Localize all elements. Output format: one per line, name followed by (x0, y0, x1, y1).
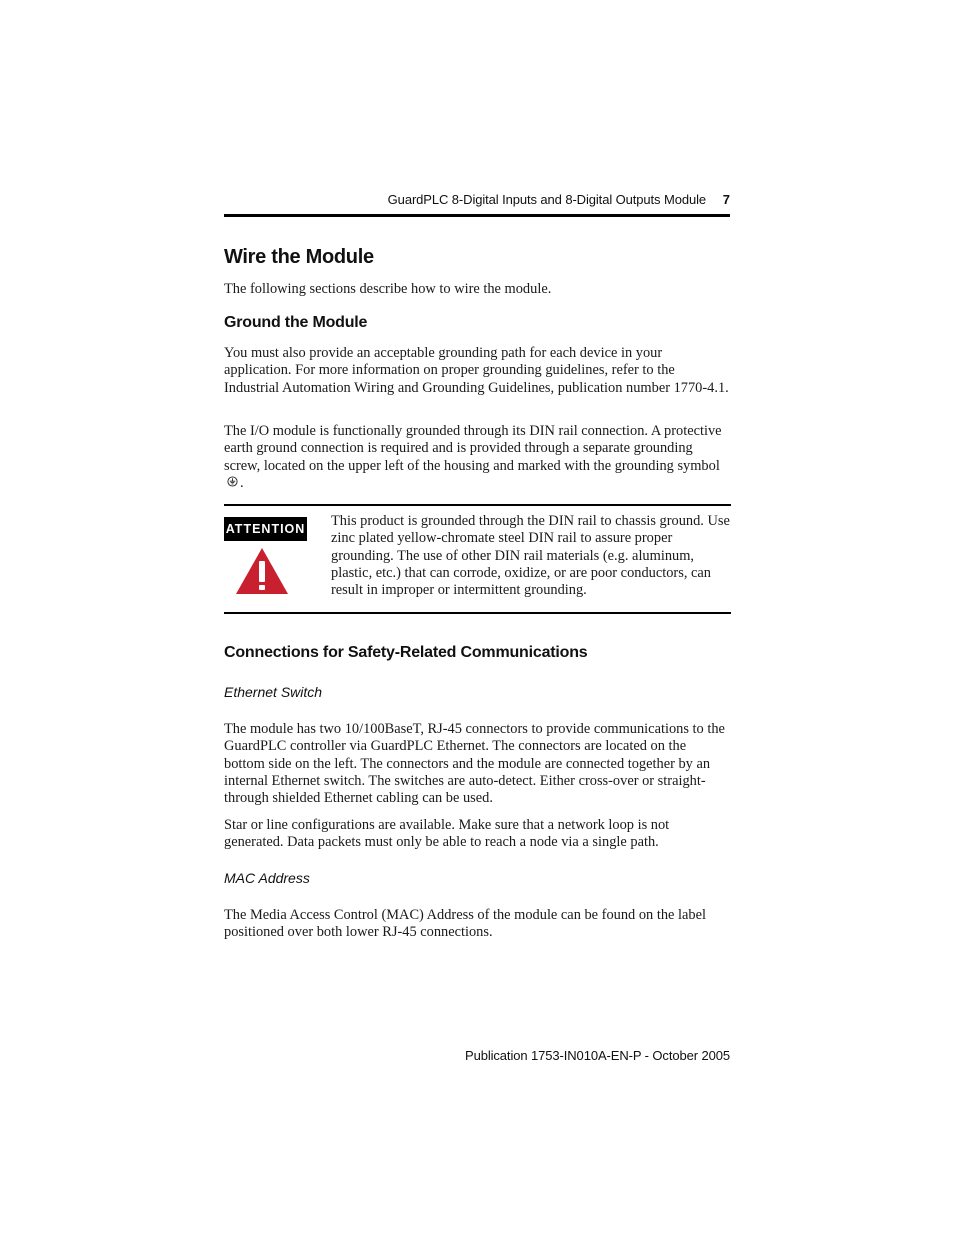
ground-paragraph-2-text: The I/O module is functionally grounded through its DIN rail connection. A protective earth ground connection is required and is provided through a separate grounding screw, located on the upper left of the housing and marked with the grounding symbol (224, 423, 722, 474)
ground-paragraph-2-end: . (240, 474, 244, 491)
running-header-title: GuardPLC 8-Digital Inputs and 8-Digital Outputs Module (387, 192, 706, 207)
comms-heading: Connections for Safety-Related Communications (224, 644, 588, 661)
attention-text: This product is grounded through the DIN rail to chassis ground. Use zinc plated yellow-chromate steel DIN rail to assure proper grounding. The use of other DIN rail materials (e.g. aluminum, plastic, etc.) that can corrode, oxidize, or are poor conductors, can result in improper or intermittent grounding. (331, 513, 730, 599)
ethernet-paragraph-2: Star or line configurations are available. Make sure that a network loop is not generated. Data packets must only be able to reach a node via a single path. (224, 817, 670, 851)
warning-triangle-icon (234, 546, 290, 601)
ground-paragraph-1: You must also provide an acceptable grounding path for each device in your application. For more information on proper grounding guidelines, refer to the Industrial Automation Wiring and Grounding Guidelines, publication number 1770-4.1. (224, 345, 729, 396)
attention-bottom-rule (224, 612, 731, 614)
publication-footer: Publication 1753-IN010A-EN-P - October 2005 (465, 1048, 730, 1063)
ethernet-paragraph-1: The module has two 10/100BaseT, RJ-45 connectors to provide communications to the GuardPLC controller via GuardPLC Ethernet. The connectors are located on the bottom side on the left. The connectors and the module are connected together by an internal Ethernet switch. The switches are auto-detect. Either cross-over or straight-through shielded Ethernet cabling can be used. (224, 721, 725, 807)
ground-symbol-icon (227, 475, 238, 492)
section-intro: The following sections describe how to wire the module. (224, 281, 552, 297)
attention-badge: ATTENTION (224, 517, 307, 541)
ground-paragraph-2 (224, 423, 730, 492)
ground-heading: Ground the Module (224, 314, 368, 331)
header-rule (224, 214, 730, 217)
attention-top-rule (224, 504, 731, 506)
section-title: Wire the Module (224, 246, 374, 268)
ethernet-subheading: Ethernet Switch (224, 684, 323, 700)
mac-subheading: MAC Address (224, 870, 310, 886)
page-number: 7 (722, 192, 730, 207)
mac-paragraph-1: The Media Access Control (MAC) Address of the module can be found on the label positioned over both lower RJ-45 connections. (224, 907, 706, 941)
